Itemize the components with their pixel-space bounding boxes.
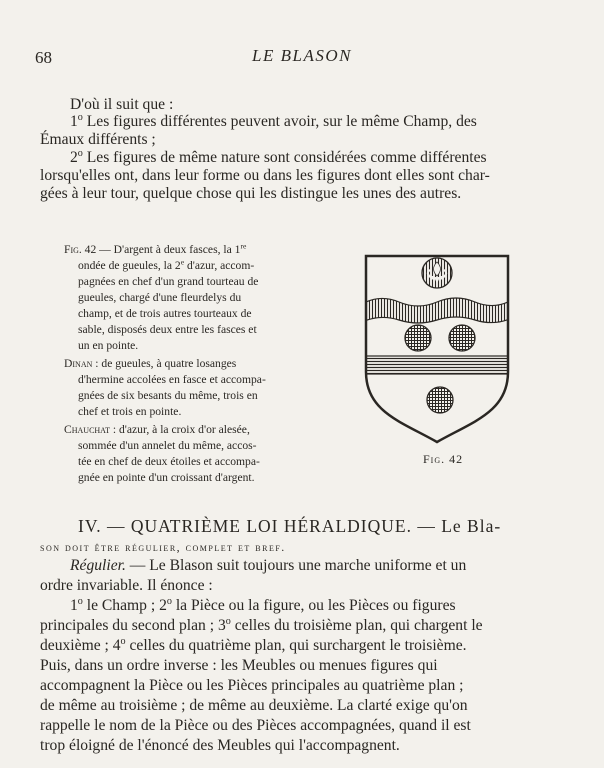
body-line: principales du second plan ; 3$^o$ celles du troisième plan, qui chargent le (40, 615, 483, 634)
caption-line: chef et trois en pointe. (78, 405, 182, 418)
caption-arms-name: Dinan (64, 357, 93, 370)
section-subtitle: son doit être régulier, complet et bref. (40, 540, 286, 554)
caption-line: Dinan : de gueules, à quatre losanges (64, 357, 237, 370)
fleur-de-lys-icon (422, 258, 452, 288)
figure-label: Fig. 42 (423, 452, 464, 466)
caption-line: un en pointe. (78, 339, 139, 352)
caption-line: ondée de gueules, la 2e d'azur, accom- (78, 257, 255, 272)
page-number: 68 (35, 48, 52, 67)
intro-line: 2$^o$ Les figures de même nature sont considérées comme différentes (70, 147, 487, 166)
intro-line: gées à leur tour, quelque chose qui les distingue les unes des autres. (40, 185, 462, 202)
body-line: 1$^o$ le Champ ; 2$^o$ la Pièce ou la figure, ou les Pièces ou figures (70, 595, 456, 614)
roundel-sable (405, 325, 431, 351)
regulier-lead: Régulier. (70, 557, 126, 574)
body-line: de même au troisième ; de même au deuxième. La clarté exige qu'on (40, 697, 468, 714)
running-head: LE BLASON (252, 46, 352, 65)
caption-line: pagnées en chef d'un grand tourteau de (78, 275, 259, 288)
caption-line: gnée en pointe d'un croissant d'argent. (78, 471, 255, 484)
caption-line: Fig. 42 — D'argent à deux fasces, la 1re (64, 241, 247, 256)
body-line: trop éloigné de l'énoncé des Meubles qui l'accompagnent. (40, 737, 400, 754)
body-line: rappelle le nom de la Pièce ou des Pièces accompagnées, quand il est (40, 717, 471, 734)
caption-line: sommée d'un annelet du même, accos- (78, 439, 257, 452)
body-line: ordre invariable. Il énonce : (40, 577, 213, 594)
section-title: IV. — QUATRIÈME LOI HÉRALDIQUE. — Le Bla- (78, 516, 502, 536)
body-line: Puis, dans un ordre inverse : les Meubles ou menues figures qui (40, 657, 438, 674)
caption-line: Chauchat : d'azur, à la croix d'or alesée, (64, 423, 250, 436)
roundel-sable (449, 325, 475, 351)
caption-fig-ref: Fig. 42 (64, 243, 97, 256)
caption-line: d'hermine accolées en fasce et accompa- (78, 373, 266, 386)
intro-line: 1$^o$ Les figures différentes peuvent avoir, sur le même Champ, des (70, 111, 477, 130)
caption-arms-name: Chauchat (64, 423, 110, 436)
caption-line: tée en chef de deux étoiles et accompa- (78, 455, 260, 468)
caption-line: sable, disposés deux entre les fasces et (78, 323, 257, 336)
body-line: accompagnent la Pièce ou les Pièces principales au quatrième plan ; (40, 677, 464, 694)
intro-line: Émaux différents ; (40, 131, 156, 148)
caption-line: gueules, chargé d'une fleurdelys du (78, 291, 242, 304)
shield-figure (362, 252, 512, 447)
caption-line: champ, et de trois autres tourteaux de (78, 307, 252, 320)
caption-line: gnées de six besants du même, trois en (78, 389, 258, 402)
body-line: Régulier. — Le Blason suit toujours une marche uniforme et un (70, 557, 467, 574)
intro-line: lorsqu'elles ont, dans leur forme ou dans les figures dont elles sont char- (40, 167, 490, 184)
body-line: deuxième ; 4$^o$ celles du quatrième plan, qui surchargent le troisième. (40, 635, 467, 654)
fess-azur (362, 356, 512, 374)
roundel-sable (427, 387, 453, 413)
intro-line: D'où il suit que : (70, 96, 174, 113)
